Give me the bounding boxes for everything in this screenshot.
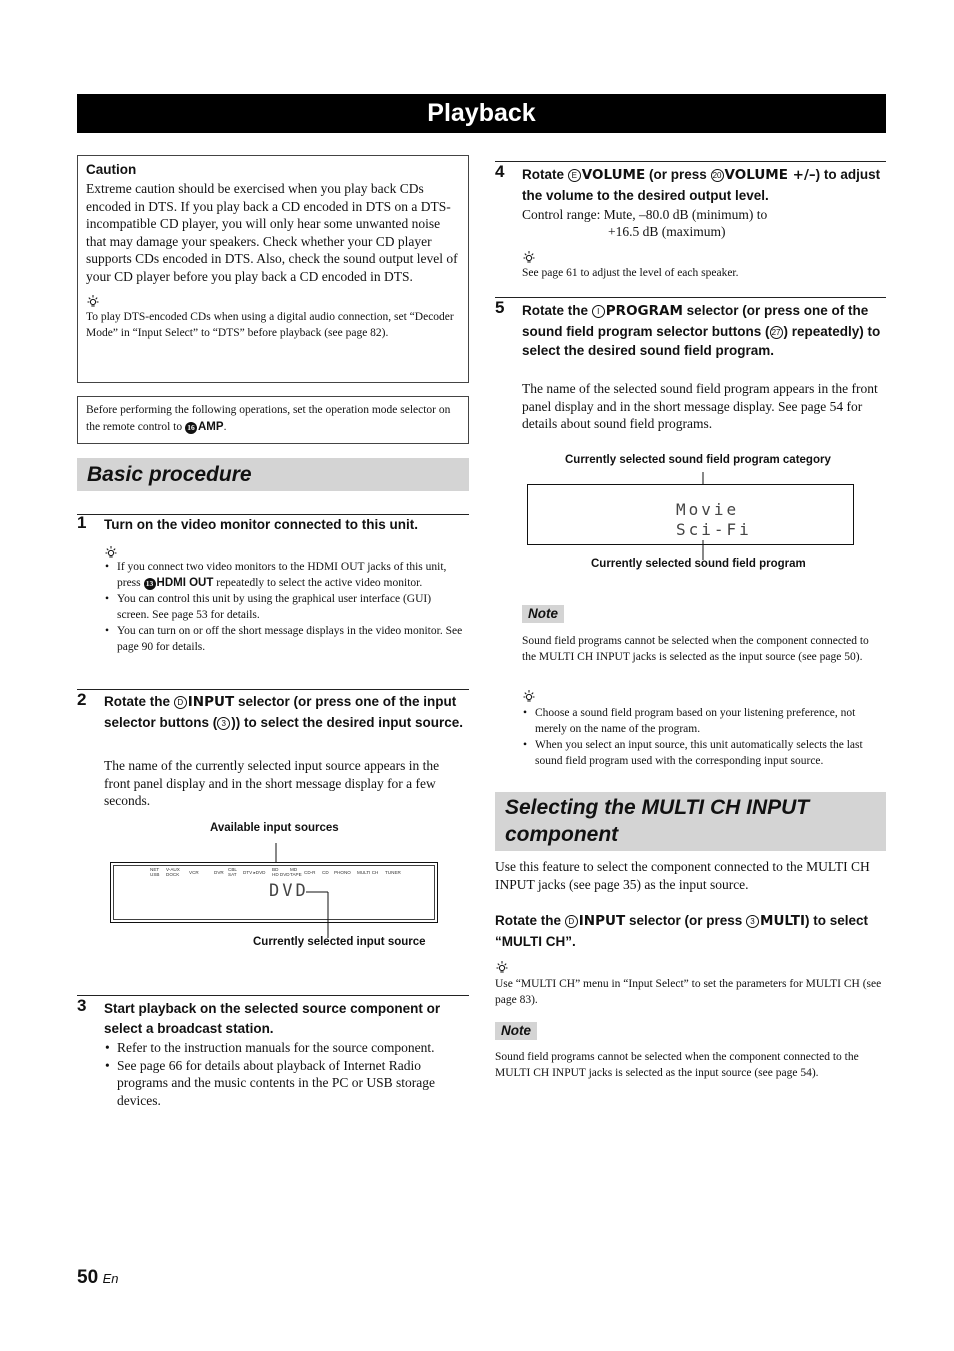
source-label: BD <box>272 867 279 872</box>
source-label: MD <box>290 867 298 872</box>
step-5-number: 5 <box>495 298 505 317</box>
button-number: 20 <box>711 169 724 182</box>
lightbulb-icon <box>495 960 509 974</box>
step-5-title-c: ) repeatedly) to select the desired sound field program. <box>522 323 881 358</box>
step-2-rule <box>77 689 469 690</box>
source-label: DTV ▸DVD <box>243 870 266 875</box>
caution-tip: To play DTS-encoded CDs when using a digital audio connection, set “Decoder Mode” in “Input Select” to “DTS” before playback (see page 82). <box>86 310 454 339</box>
tip-text: If you connect two video monitors to the HDMI OUT jacks of this unit, press <box>117 561 447 589</box>
list-item: • Refer to the instruction manuals for the source component. <box>104 1039 466 1057</box>
step-3-title: Start playback on the selected source component or select a broadcast station. <box>104 1001 441 1036</box>
figure-label-available-sources: Available input sources <box>210 822 339 834</box>
page-title: Playback <box>77 94 886 133</box>
step-5-title <box>522 301 882 361</box>
knob-letter: I <box>592 305 605 318</box>
knob-letter: D <box>174 696 187 709</box>
knob-letter: E <box>568 169 581 182</box>
source-label: VCR <box>189 870 199 875</box>
button-number: 27 <box>770 326 783 339</box>
knob-letter: D <box>565 915 578 928</box>
button-number: 3 <box>217 717 230 730</box>
display-input-text: DVD <box>269 881 309 901</box>
source-label: SAT <box>228 872 237 877</box>
source-label: CD-R <box>304 870 316 875</box>
multi-instruction-c: ) to select “MULTI CH”. <box>495 913 869 949</box>
multi-instruction-b: selector (or press <box>628 913 743 928</box>
step-2-title-c: )) to select the desired input source. <box>231 714 464 730</box>
button-label: MULTI <box>760 913 806 929</box>
lightbulb-icon <box>522 689 536 703</box>
step-4-title-b: (or press <box>648 167 707 182</box>
display-program-line-2: Sci-Fi <box>676 520 752 539</box>
figure-label-program: Currently selected sound field program <box>591 558 806 570</box>
step-4-rule <box>495 161 886 162</box>
step-2-body: The name of the currently selected input source appears in the front panel display and in the short message display for a few seconds. <box>104 758 440 809</box>
caution-box <box>77 155 469 383</box>
step-4-title <box>522 165 882 205</box>
knob-label: PROGRAM <box>605 303 683 319</box>
section-heading-multi-ch <box>495 792 886 851</box>
step-3-number: 3 <box>77 996 87 1015</box>
step-4-number: 4 <box>495 162 505 181</box>
step-3-rule <box>77 995 469 996</box>
lightbulb-icon <box>104 545 118 559</box>
list-item: • When you select an input source, this unit automatically selects the last sound field program used with the corresponding input source. <box>522 737 886 769</box>
source-label: CD <box>322 870 329 875</box>
knob-label: INPUT <box>187 694 235 710</box>
list-item <box>104 559 466 591</box>
step-2-number: 2 <box>77 690 87 709</box>
tip-text: repeatedly to select the active video monitor. <box>216 577 423 589</box>
step-5-rule <box>495 297 886 298</box>
note-tag: Note <box>522 605 564 623</box>
source-label: NET <box>150 867 160 872</box>
caution-title: Caution <box>86 162 137 177</box>
list-item: • You can turn on or off the short message displays in the video monitor. See page 90 for details. <box>104 623 466 655</box>
source-label: CBL <box>228 867 237 872</box>
multi-tip: Use “MULTI CH” menu in “Input Select” to set the parameters for MULTI CH (see page 83). <box>495 978 882 1006</box>
input-source-row <box>148 867 410 881</box>
step-1-tips <box>104 559 466 655</box>
step-3-bullets <box>104 1039 466 1109</box>
remote-key-label: HDMI OUT <box>156 577 214 589</box>
volume-range-line-2: +16.5 dB (maximum) <box>608 224 726 239</box>
display-program-line-1: Movie <box>676 500 740 519</box>
operation-mode-end: . <box>223 421 227 433</box>
remote-key-number: 13 <box>144 578 156 590</box>
remote-key-number: 16 <box>185 422 197 434</box>
page-number-value: 50 <box>77 1267 99 1288</box>
remote-key-label: AMP <box>198 421 224 433</box>
figure-label-selected-source: Currently selected input source <box>253 936 426 948</box>
multi-note-text: Sound field programs cannot be selected when the component connected to the MULTI CH INPUT jacks is selected as the input source (see page 54). <box>495 1051 859 1079</box>
source-label: TUNER <box>385 870 401 875</box>
step-4-title-a: Rotate <box>522 167 565 182</box>
step-2-title-b: selector (or press one of the input selector buttons ( <box>104 694 457 730</box>
page-language: En <box>102 1271 119 1286</box>
list-item: • Choose a sound field program based on your listening preference, not merely on the name of the program. <box>522 705 886 737</box>
operation-mode-box <box>77 396 469 444</box>
button-number: 3 <box>746 915 759 928</box>
section-heading-line-2: component <box>505 823 619 846</box>
source-label: MULTI CH <box>357 870 379 875</box>
list-item: • See page 66 for details about playback of Internet Radio programs and the music contents in the PC or USB storage devices. <box>104 1057 466 1110</box>
step-5-title-a: Rotate the <box>522 303 589 318</box>
operation-mode-text: Before performing the following operations, set the operation mode selector on the remote control to <box>86 404 451 433</box>
caution-body: Extreme caution should be exercised when you play back CDs encoded in DTS. If you play back a CD encoded in DTS on a DTS-incompatible CD player, you will only hear some unwanted noise that may damage your speakers. Check whether your CD player supports CDs encoded in DTS. Also, check the sound output level of your CD player before you play back a CD encoded in DTS. <box>86 181 458 284</box>
page-number <box>77 1267 119 1289</box>
source-label: USB <box>150 872 160 877</box>
section-heading-line-1: Selecting the MULTI CH INPUT <box>505 796 810 819</box>
note-tag: Note <box>495 1022 537 1040</box>
source-label: DVR <box>214 870 224 875</box>
source-label: PHONO <box>334 870 351 875</box>
step-1-title: Turn on the video monitor connected to this unit. <box>104 517 418 532</box>
knob-label: INPUT <box>578 913 626 929</box>
figure-label-program-category: Currently selected sound field program category <box>565 454 831 466</box>
step-1-number: 1 <box>77 513 87 532</box>
knob-label: VOLUME <box>581 167 646 183</box>
source-label: HD DVD <box>272 872 290 877</box>
note-tips <box>522 705 886 769</box>
step-5-title-b: selector (or press one of the sound field program selector buttons ( <box>522 303 869 339</box>
step-4-title-c: ) to adjust the volume to the desired output level. <box>522 167 881 203</box>
step-2-title <box>104 692 466 732</box>
step-5-body: The name of the selected sound field program appears in the front panel display and in the short message display. See page 54 for details about sound field programs. <box>522 381 878 432</box>
volume-range-line-1: Control range: Mute, –80.0 dB (minimum) to <box>522 207 768 222</box>
multi-intro: Use this feature to select the component connected to the MULTI CH INPUT jacks (see page 35) as the input source. <box>495 859 870 892</box>
list-item: • You can control this unit by using the graphical user interface (GUI) screen. See page 53 for details. <box>104 591 466 623</box>
multi-instruction <box>495 911 883 951</box>
step-2-title-a: Rotate the <box>104 694 171 709</box>
section-heading-basic <box>77 458 469 491</box>
multi-instruction-a: Rotate the <box>495 913 562 928</box>
source-label: DOCK <box>166 872 180 877</box>
step-4-tip: See page 61 to adjust the level of each speaker. <box>522 267 739 279</box>
source-label: TAPE <box>290 872 302 877</box>
lightbulb-icon <box>86 294 100 308</box>
button-label: VOLUME +/– <box>724 167 816 183</box>
source-label: V-AUX <box>166 867 180 872</box>
lightbulb-icon <box>522 250 536 264</box>
note-text: Sound field programs cannot be selected when the component connected to the MULTI CH INPUT jacks is selected as the input source (see page 50). <box>522 635 869 663</box>
section-heading-basic-text: Basic procedure <box>87 463 252 486</box>
